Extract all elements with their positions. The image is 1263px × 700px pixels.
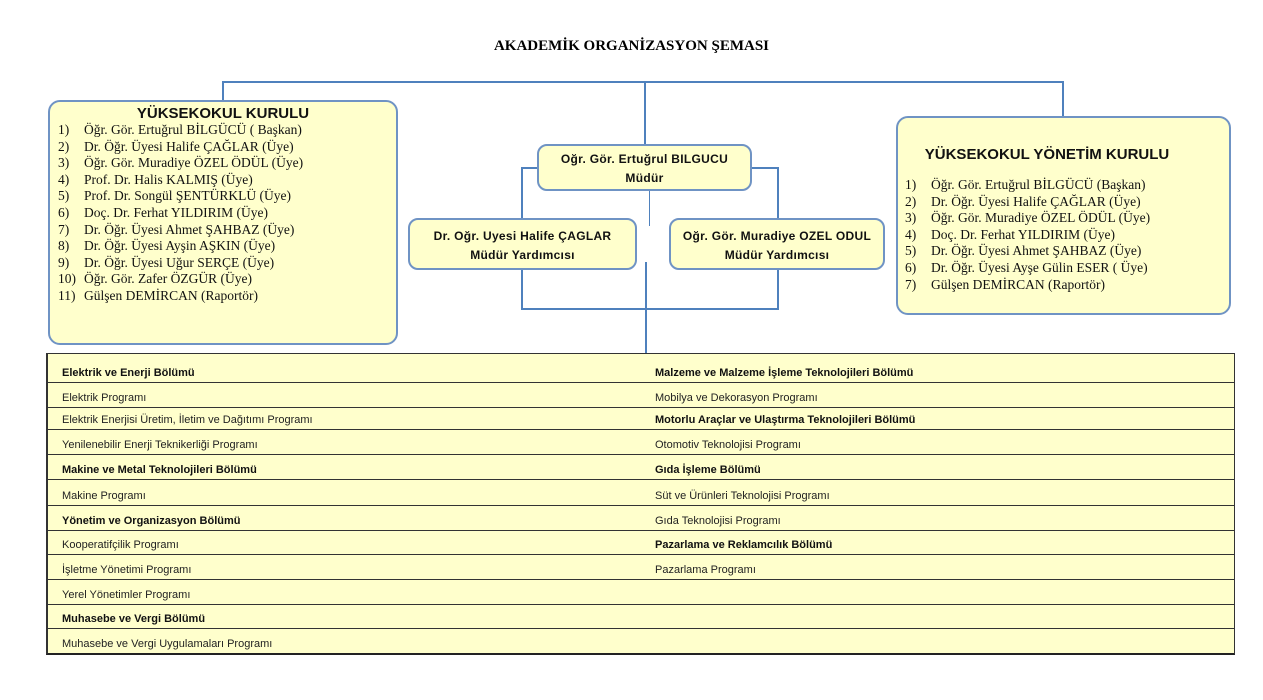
connector-line [222,81,1064,83]
program-row: Süt ve Ürünleri Teknolojisi Programı [641,479,1234,505]
member-name: Öğr. Gör. Ertuğrul BİLGÜCÜ ( Başkan) [84,122,302,137]
connector-line [521,269,523,309]
member-name: Dr. Öğr. Üyesi Ayşe Gülin ESER ( Üye) [931,259,1148,275]
connector-line [222,81,224,101]
program-row: Pazarlama Programı [641,554,1234,579]
member-item [58,205,396,222]
member-number: 1) [58,122,70,137]
member-item [58,172,396,189]
member-item [58,271,396,288]
program-row: Yenilenebilir Enerji Teknikerliği Programı [48,429,643,454]
mudur-role: Müdür [625,171,664,185]
member-name: Dr. Öğr. Üyesi Halife ÇAĞLAR (Üye) [931,193,1141,209]
program-row: Elektrik Programı [48,382,643,407]
empty-row [641,579,1234,604]
yuksekokul-kurulu-box [48,100,398,345]
connector-line [777,269,779,309]
mudur-yardimcisi-box [669,218,885,270]
member-item [905,210,1229,227]
member-number: 9) [58,254,70,270]
department-row: Pazarlama ve Reklamcılık Bölümü [641,530,1234,554]
member-name: Doç. Dr. Ferhat YILDIRIM (Üye) [931,226,1115,242]
member-name: Dr. Öğr. Üyesi Uğur SERÇE (Üye) [84,254,275,270]
member-item [905,227,1229,244]
department-row: Gıda İşleme Bölümü [641,454,1234,479]
member-item [905,277,1229,294]
department-row: Malzeme ve Malzeme İşleme Teknolojileri Bölümü [641,353,1234,382]
member-name: Dr. Öğr. Üyesi Ahmet ŞAHBAZ (Üye) [84,221,295,237]
connector-line [521,308,779,310]
program-row: Gıda Teknolojisi Programı [641,505,1234,530]
member-name: Prof. Dr. Halis KALMIŞ (Üye) [84,171,253,187]
program-row: Muhasebe ve Vergi Uygulamaları Programı [48,628,643,653]
member-number: 5) [905,243,917,259]
box-heading: YÜKSEKOKUL YÖNETİM KURULU [924,146,1170,163]
yardimci-role: Müdür Yardımcısı [724,248,830,262]
connector-line [644,81,646,145]
department-row: Makine ve Metal Teknolojileri Bölümü [48,454,643,479]
program-row: Makine Programı [48,479,643,505]
page-title: AKADEMİK ORGANİZASYON ŞEMASI [493,38,770,54]
member-name: Dr. Öğr. Üyesi Halife ÇAĞLAR (Üye) [84,138,294,154]
mudur-yardimcisi-box [408,218,637,270]
connector-line [645,262,647,354]
member-number: 4) [905,226,917,242]
member-item [58,188,396,205]
connector-line [750,167,778,169]
member-item [905,177,1229,194]
member-name: Öğr. Gör. Zafer ÖZGÜR (Üye) [84,271,252,287]
member-list [58,122,396,305]
yardimci-name: Dr. Oğr. Uyesi Halife ÇAGLAR [433,229,612,243]
member-list [905,177,1229,293]
member-item [905,194,1229,211]
member-name: Doç. Dr. Ferhat YILDIRIM (Üye) [84,204,268,220]
member-item [58,288,396,305]
connector-line [649,190,650,226]
departments-table-left [46,353,644,655]
program-row: Yerel Yönetimler Programı [48,579,643,604]
member-number: 2) [905,193,917,209]
member-number: 6) [58,204,70,220]
member-number: 2) [58,138,70,154]
empty-row [641,604,1234,628]
member-number: 1) [905,177,917,192]
yardimci-name: Oğr. Gör. Muradiye OZEL ODUL [682,229,872,243]
member-item [58,238,396,255]
connector-line [521,167,538,169]
member-number: 8) [58,238,70,254]
member-item [905,243,1229,260]
yardimci-role: Müdür Yardımcısı [470,248,575,262]
department-row: Muhasebe ve Vergi Bölümü [48,604,643,628]
program-row: İşletme Yönetimi Programı [48,554,643,579]
member-number: 5) [58,188,70,204]
member-item [58,139,396,156]
member-name: Öğr. Gör. Muradiye ÖZEL ÖDÜL (Üye) [84,155,304,171]
member-number: 10) [58,271,76,287]
member-name: Dr. Öğr. Üyesi Ahmet ŞAHBAZ (Üye) [931,243,1142,259]
member-name: Gülşen DEMİRCAN (Raportör) [84,287,258,303]
member-number: 7) [58,221,70,237]
mudur-box [537,144,752,191]
box-heading: YÜKSEKOKUL KURULU [136,105,310,122]
member-number: 3) [905,210,917,226]
member-number: 6) [905,259,917,275]
member-number: 7) [905,276,917,292]
member-item [58,222,396,239]
program-row: Kooperatifçilik Programı [48,530,643,554]
program-row: Elektrik Enerjisi Üretim, İletim ve Dağıtımı Programı [48,407,643,429]
departments-table-right [641,353,1235,655]
department-row: Elektrik ve Enerji Bölümü [48,353,643,382]
member-item [58,255,396,272]
department-row: Yönetim ve Organizasyon Bölümü [48,505,643,530]
member-name: Dr. Öğr. Üyesi Ayşin AŞKIN (Üye) [84,238,276,254]
program-row: Otomotiv Teknolojisi Programı [641,429,1234,454]
mudur-name: Oğr. Gör. Ertuğrul BILGUCU [560,152,729,166]
empty-row [641,628,1234,653]
member-name: Prof. Dr. Songül ŞENTÜRKLÜ (Üye) [84,188,291,204]
program-row: Mobilya ve Dekorasyon Programı [641,382,1234,407]
member-item [58,155,396,172]
member-number: 4) [58,171,70,187]
member-name: Öğr. Gör. Ertuğrul BİLGÜCÜ (Başkan) [931,177,1146,192]
connector-line [777,167,779,219]
member-item [58,122,396,139]
member-name: Öğr. Gör. Muradiye ÖZEL ÖDÜL (Üye) [931,210,1151,226]
member-number: 11) [58,287,76,303]
connector-line [521,167,523,219]
department-row: Motorlu Araçlar ve Ulaştırma Teknolojileri Bölümü [641,407,1234,429]
yonetim-kurulu-box [896,116,1231,315]
member-item [905,260,1229,277]
member-name: Gülşen DEMİRCAN (Raportör) [931,276,1105,292]
member-number: 3) [58,155,70,171]
connector-line [1062,81,1064,117]
